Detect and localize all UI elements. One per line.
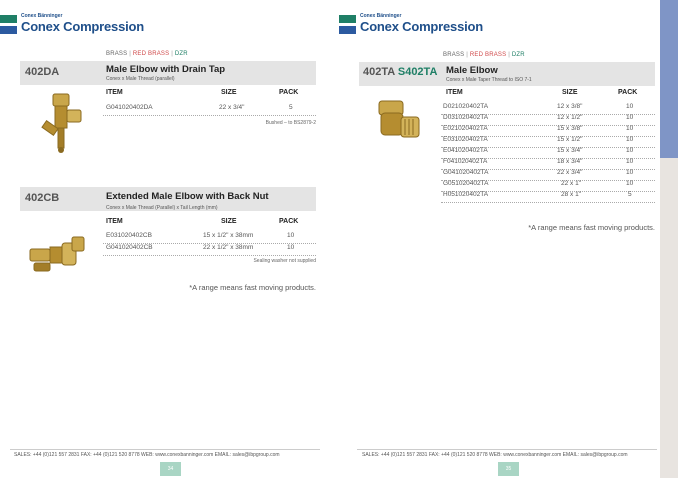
col-item: ITEM: [106, 89, 123, 96]
product-subtitle: Conex x Male Taper Thread to ISO 7-1: [446, 77, 532, 83]
row-size: 22 x 1": [561, 180, 582, 187]
table-row: [441, 191, 655, 203]
table-row: [103, 244, 316, 256]
table-row: [103, 232, 316, 244]
logo-mark-icon: [0, 15, 17, 35]
material-sep: |: [508, 52, 510, 58]
row-pack: 10: [626, 147, 634, 154]
row-size: 15 x 1/2" x 38mm: [203, 232, 254, 239]
row-size: 28 x 1": [561, 191, 582, 198]
row-pack: 10: [287, 244, 295, 251]
table-header: [106, 89, 316, 98]
left-page: [0, 0, 337, 478]
brand-logo: [339, 13, 483, 35]
row-item: E031020402TA: [443, 136, 488, 143]
row-size: 22 x 3/4": [557, 169, 583, 176]
material-brass: BRASS: [443, 52, 465, 58]
col-size: SIZE: [221, 89, 237, 96]
row-size: 15 x 1/2": [557, 136, 583, 143]
product-code-main: 402TA: [363, 66, 395, 78]
row-pack: 10: [626, 125, 634, 132]
table-row: [103, 104, 316, 116]
row-size: 18 x 3/4": [557, 158, 583, 165]
table-header: [446, 89, 656, 98]
row-item: E041020402TA: [443, 147, 488, 154]
material-brass: BRASS: [106, 51, 128, 57]
fast-moving-note: *A range means fast moving products.: [528, 223, 655, 232]
logo-mark-icon: [339, 15, 356, 35]
row-pack: 10: [626, 114, 634, 121]
col-item: ITEM: [106, 218, 123, 225]
brand-small: Conex Bänninger: [360, 13, 402, 19]
row-pack: 10: [626, 169, 634, 176]
col-pack: PACK: [618, 89, 638, 96]
footer-divider: [357, 449, 657, 450]
row-item: E021020402TA: [443, 125, 488, 132]
product-code: 402CB: [25, 192, 60, 204]
footer-contact: SALES: +44 (0)121 557 2831 FAX: +44 (0)121 520 8778 WEB: www.conexbanninger.com EMAIL: sales@ibpgroup.com: [362, 452, 628, 458]
material-line: [106, 51, 188, 57]
brand-title: Conex Compression: [360, 19, 484, 34]
material-dzr: DZR: [511, 52, 525, 58]
product-code: 402DA: [25, 66, 60, 78]
row-size: 12 x 3/8": [557, 103, 583, 110]
material-dzr: DZR: [174, 51, 188, 57]
row-size: 22 x 1/2" x 38mm: [203, 244, 254, 251]
page-edge-accent: [660, 0, 678, 158]
material-sep: |: [129, 51, 131, 57]
footer-contact: SALES: +44 (0)121 557 2831 FAX: +44 (0)121 520 8778 WEB: www.conexbanninger.com EMAIL: sales@ibpgroup.com: [14, 452, 280, 458]
brand-small: Conex Bänninger: [21, 13, 63, 19]
row-item: D021020402TA: [443, 103, 489, 110]
product-code-alt: S402TA: [397, 66, 438, 78]
product-image-402cb: [28, 235, 90, 275]
row-pack: 10: [626, 103, 634, 110]
row-pack: 10: [626, 180, 634, 187]
product-code: [363, 66, 437, 78]
product-subtitle: Conex x Male Thread (Parallel) x Tail Length (mm): [106, 205, 218, 211]
product-image-402ta: [373, 97, 423, 149]
product-image-402da: [33, 92, 85, 154]
row-size: 12 x 1/2": [557, 114, 583, 121]
page-edge-strip: [660, 0, 678, 478]
brand-logo: [0, 13, 144, 35]
material-red-brass: RED BRASS: [132, 51, 170, 57]
row-item: E031020402CB: [106, 232, 152, 239]
table-header: [106, 218, 316, 227]
footer-divider: [10, 449, 320, 450]
fast-moving-note: *A range means fast moving products.: [189, 283, 316, 292]
row-item: D031020402TA: [443, 114, 489, 121]
product-title: Male Elbow: [446, 65, 498, 76]
product-note: Sealing washer not supplied: [253, 258, 316, 264]
row-pack: 10: [626, 136, 634, 143]
row-item: F041020402TA: [443, 158, 488, 165]
material-red-brass: RED BRASS: [469, 52, 507, 58]
row-item: G041020402CB: [106, 244, 153, 251]
row-item: G041020402DA: [106, 104, 153, 111]
page-number: 34: [160, 462, 181, 476]
col-pack: PACK: [279, 89, 299, 96]
page-number: 35: [498, 462, 519, 476]
row-pack: 5: [289, 104, 293, 111]
row-pack: 10: [287, 232, 295, 239]
material-sep: |: [466, 52, 468, 58]
col-pack: PACK: [279, 218, 299, 225]
row-item: G051020402TA: [443, 180, 489, 187]
row-pack: 5: [628, 191, 632, 198]
col-size: SIZE: [221, 218, 237, 225]
product-subtitle: Conex x Male Thread (parallel): [106, 76, 175, 82]
row-size: 15 x 3/8": [557, 125, 583, 132]
product-note: Bushed – to BS2879-2: [265, 120, 316, 126]
product-title: Male Elbow with Drain Tap: [106, 64, 226, 75]
row-size: 22 x 3/4": [219, 104, 245, 111]
row-item: H051020402TA: [443, 191, 489, 198]
col-size: SIZE: [562, 89, 578, 96]
row-pack: 10: [626, 158, 634, 165]
right-page: [337, 0, 660, 478]
material-line: [443, 52, 525, 58]
brand-title: Conex Compression: [21, 19, 145, 34]
material-sep: |: [171, 51, 173, 57]
row-item: G041020402TA: [443, 169, 489, 176]
col-item: ITEM: [446, 89, 463, 96]
row-size: 15 x 3/4": [557, 147, 583, 154]
product-title: Extended Male Elbow with Back Nut: [106, 191, 269, 202]
